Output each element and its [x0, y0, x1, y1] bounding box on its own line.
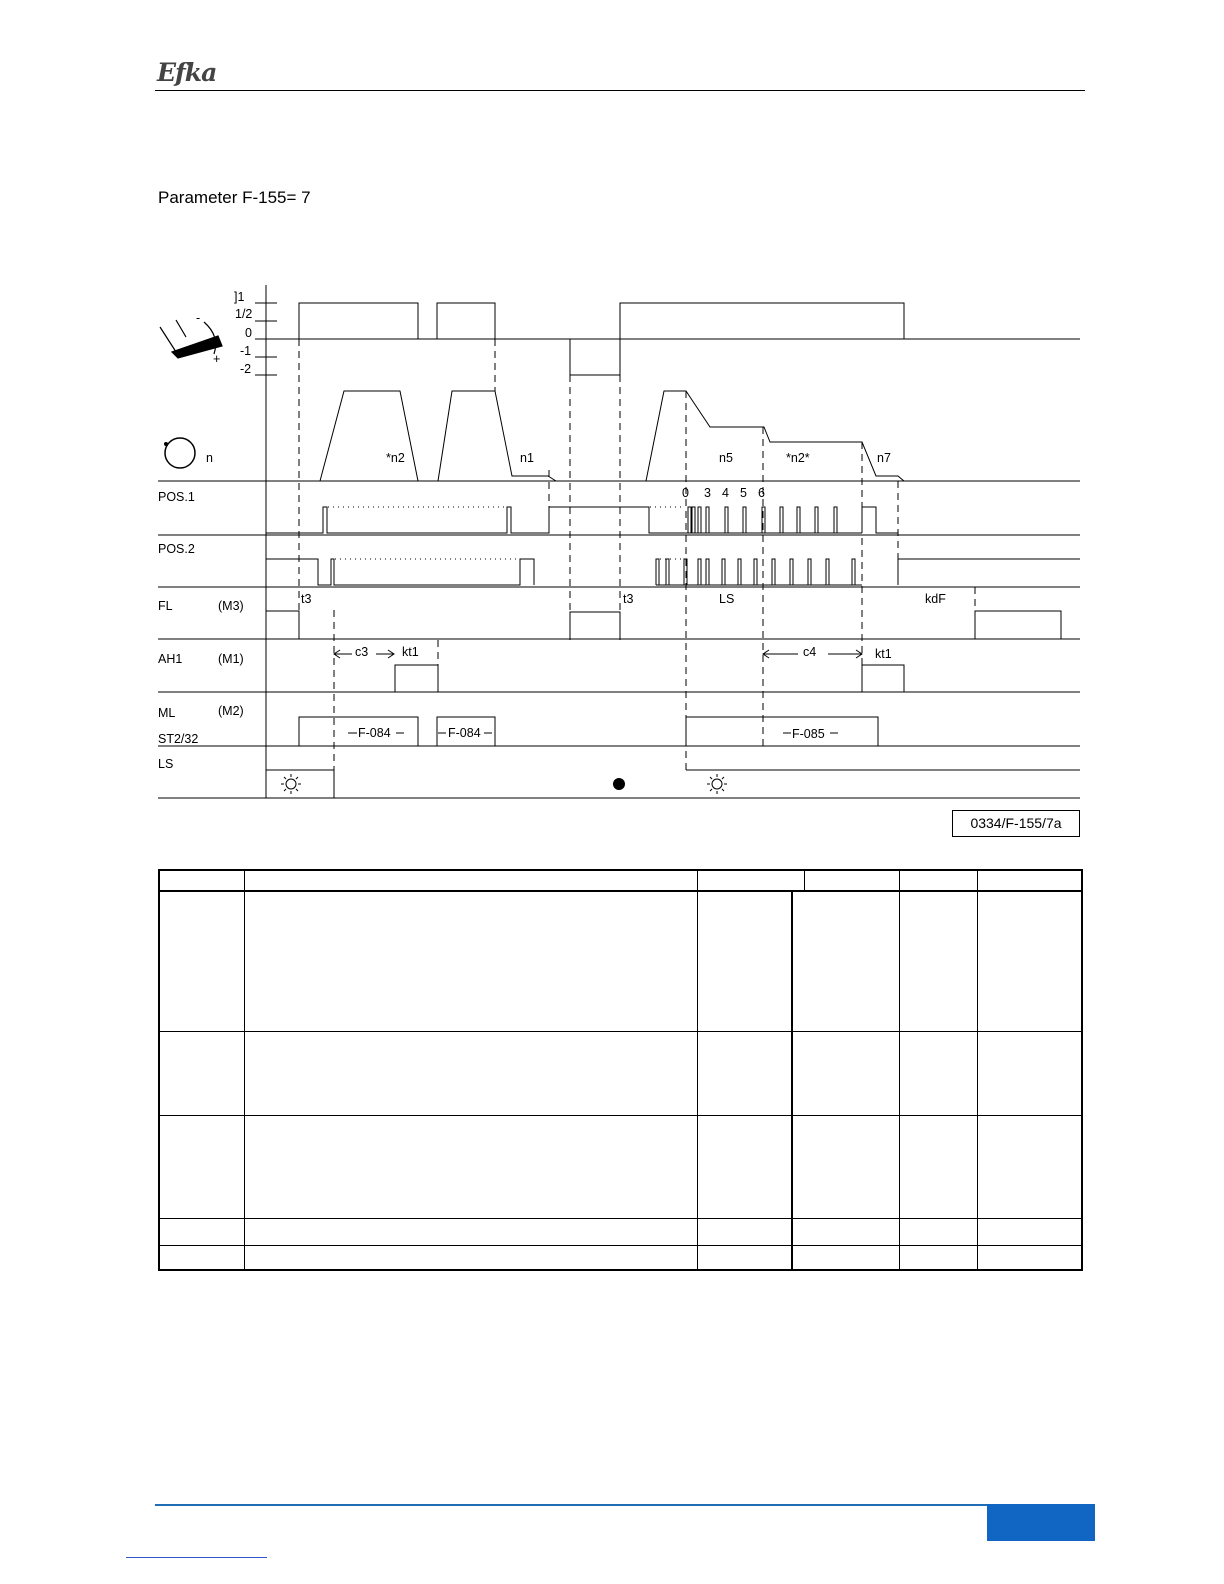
speed-label: *n2*: [786, 451, 810, 465]
position-pulse: [772, 559, 775, 585]
position-pulse: [826, 559, 829, 585]
position-pulse: [722, 559, 725, 585]
position-pulse: [738, 559, 741, 585]
position-pulse: [852, 559, 855, 585]
parameter-title: Parameter F-155= 7: [158, 188, 311, 207]
position-pulse: [706, 559, 709, 585]
position-pulse: [666, 559, 669, 585]
position-pulse: [808, 559, 811, 585]
ml-timing-label: F-085: [792, 727, 825, 741]
footer-page-tab: [987, 1504, 1095, 1541]
stitch-count-label: 0: [682, 486, 689, 500]
position-pulse: [790, 559, 793, 585]
footer-divider: [155, 1504, 1095, 1506]
position-pulse: [754, 559, 757, 585]
stitch-count-label: 4: [722, 486, 729, 500]
row-sublabel-m1: (M1): [218, 652, 244, 666]
position-pulse: [656, 559, 659, 585]
rotation-icon: [165, 438, 195, 468]
row-label-ah1: AH1: [158, 652, 183, 666]
figure-reference: 0334/F-155/7a: [952, 810, 1080, 837]
position-pulse: [692, 507, 695, 533]
fl-timing-label: t3: [301, 592, 312, 606]
position-pulse: [698, 507, 701, 533]
row-label-fl: FL: [158, 599, 173, 613]
sun-icon: [707, 774, 727, 794]
pedal-level-label: 0: [245, 326, 252, 340]
stitch-count-label: 6: [758, 486, 765, 500]
stitch-count-label: 3: [704, 486, 711, 500]
sun-icon: [281, 774, 301, 794]
pedal-minus-label: -: [196, 311, 201, 325]
ah1-timing-label: c3: [355, 645, 369, 659]
position-pulse: [698, 559, 701, 585]
row-sublabel-m3: (M3): [218, 599, 244, 613]
stitch-count-label: 5: [740, 486, 747, 500]
position-pulse: [780, 507, 783, 533]
position-pulse: [797, 507, 800, 533]
position-pulse: [688, 507, 691, 533]
efka-logo: Efka: [157, 58, 217, 87]
pedal-level-label: 1/2: [235, 307, 253, 321]
position-pulse: [743, 507, 746, 533]
row-sublabel-m2: (M2): [218, 704, 244, 718]
ml-timing-label: F-084: [358, 726, 391, 740]
speed-label: n7: [877, 451, 891, 465]
speed-label: n1: [520, 451, 534, 465]
speed-label: n5: [719, 451, 733, 465]
speed-symbol-label: n: [206, 451, 213, 465]
fl-timing-label: LS: [719, 592, 735, 606]
ah1-timing-label: c4: [803, 645, 817, 659]
pedal-plus-label: +: [213, 352, 221, 366]
ah1-timing-label: kt1: [875, 647, 892, 661]
covered-sensor-dot-icon: [613, 778, 625, 790]
ml-timing-label: F-084: [448, 726, 481, 740]
position-pulse: [815, 507, 818, 533]
row-label-ml: ML: [158, 706, 176, 720]
row-label-pos1: POS.1: [158, 490, 195, 504]
pedal-level-label: -2: [240, 362, 252, 376]
pedal-level-label: ]1: [234, 290, 245, 304]
row-label-st2-32: ST2/32: [158, 732, 199, 746]
pedal-level-label: -1: [240, 344, 252, 358]
fl-timing-label: kdF: [925, 592, 946, 606]
row-label-ls: LS: [158, 757, 174, 771]
position-pulse: [706, 507, 709, 533]
speed-label: *n2: [386, 451, 405, 465]
footer-link-underline: [126, 1557, 267, 1558]
row-label-pos2: POS.2: [158, 542, 195, 556]
position-pulse: [834, 507, 837, 533]
fl-timing-label: t3: [623, 592, 634, 606]
ah1-timing-label: kt1: [402, 645, 419, 659]
parameter-table-grid: [158, 869, 1083, 1271]
position-pulse: [725, 507, 728, 533]
